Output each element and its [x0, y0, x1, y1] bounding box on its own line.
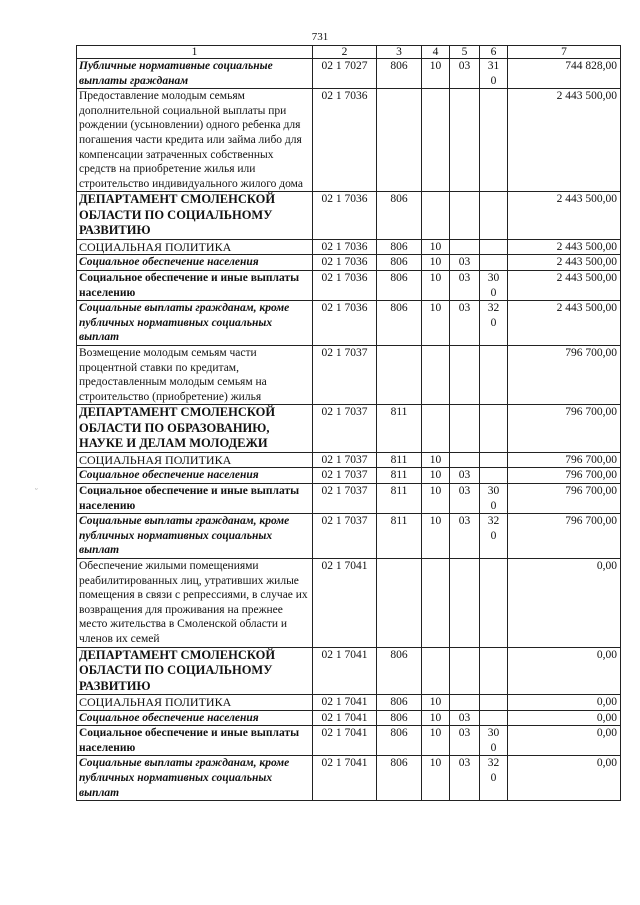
- amount-cell: 2 443 500,00: [508, 271, 621, 301]
- row-name-cell: Обеспечение жилыми помещениями реабилитированных лиц, утративших жилые помещения в связи с репрессиями, в случае их возвращения для проживания на прежнее место жительства в Смоленской области и членов их семей: [77, 559, 313, 648]
- target-code-cell: 02 1 7037: [313, 405, 377, 453]
- expense-type-cell: 30 0: [480, 484, 508, 514]
- grbs-code-cell: 806: [377, 647, 422, 695]
- subsection-code-cell: [450, 559, 480, 648]
- amount-cell: 0,00: [508, 559, 621, 648]
- table-row: [77, 346, 621, 405]
- grbs-code-cell: 806: [377, 695, 422, 711]
- amount-cell: 796 700,00: [508, 405, 621, 453]
- expense-type-cell: [480, 559, 508, 648]
- section-code-cell: 10: [422, 756, 450, 801]
- expense-type-cell: 32 0: [480, 756, 508, 801]
- grbs-code-cell: 806: [377, 301, 422, 346]
- target-code-cell: 02 1 7036: [313, 239, 377, 255]
- row-name-cell: Возмещение молодым семьям части процентной ставки по кредитам, предоставленным молодым семьям на строительство (приобретение) жилья: [77, 346, 313, 405]
- subsection-code-cell: 03: [450, 468, 480, 484]
- amount-cell: 0,00: [508, 726, 621, 756]
- subsection-code-cell: [450, 452, 480, 468]
- row-name-cell: СОЦИАЛЬНАЯ ПОЛИТИКА: [77, 452, 313, 468]
- row-name-cell: Социальные выплаты гражданам, кроме публичных нормативных социальных выплат: [77, 301, 313, 346]
- target-code-cell: 02 1 7041: [313, 695, 377, 711]
- subsection-code-cell: [450, 192, 480, 240]
- expense-type-cell: 30 0: [480, 271, 508, 301]
- grbs-code-cell: 806: [377, 271, 422, 301]
- subsection-code-cell: 03: [450, 59, 480, 89]
- amount-cell: 0,00: [508, 756, 621, 801]
- expense-type-cell: [480, 405, 508, 453]
- subsection-code-cell: 03: [450, 756, 480, 801]
- row-name-cell: Социальное обеспечение и иные выплаты населению: [77, 726, 313, 756]
- target-code-cell: 02 1 7041: [313, 647, 377, 695]
- target-code-cell: 02 1 7041: [313, 559, 377, 648]
- target-code-cell: 02 1 7037: [313, 484, 377, 514]
- subsection-code-cell: 03: [450, 726, 480, 756]
- expense-type-cell: [480, 695, 508, 711]
- table-row: [77, 726, 621, 756]
- page-number: 731: [311, 31, 329, 43]
- expense-type-cell: 30 0: [480, 726, 508, 756]
- grbs-code-cell: 806: [377, 710, 422, 726]
- subsection-code-cell: 03: [450, 255, 480, 271]
- row-name-cell: Социальные выплаты гражданам, кроме публичных нормативных социальных выплат: [77, 756, 313, 801]
- amount-cell: 796 700,00: [508, 468, 621, 484]
- subsection-code-cell: 03: [450, 514, 480, 559]
- table-row: [77, 405, 621, 453]
- section-code-cell: 10: [422, 301, 450, 346]
- section-code-cell: 10: [422, 255, 450, 271]
- table-row: [77, 710, 621, 726]
- row-name-cell: Социальное обеспечение населения: [77, 255, 313, 271]
- target-code-cell: 02 1 7041: [313, 726, 377, 756]
- target-code-cell: 02 1 7036: [313, 255, 377, 271]
- section-code-cell: [422, 647, 450, 695]
- section-code-cell: 10: [422, 59, 450, 89]
- grbs-code-cell: 806: [377, 756, 422, 801]
- amount-cell: 796 700,00: [508, 484, 621, 514]
- section-code-cell: [422, 346, 450, 405]
- table-row: [77, 271, 621, 301]
- table-row: [77, 59, 621, 89]
- row-name-cell: Социальное обеспечение и иные выплаты населению: [77, 484, 313, 514]
- column-header: 5: [450, 46, 480, 59]
- column-header: 4: [422, 46, 450, 59]
- grbs-code-cell: 806: [377, 255, 422, 271]
- expense-type-cell: [480, 710, 508, 726]
- section-code-cell: 10: [422, 695, 450, 711]
- subsection-code-cell: 03: [450, 710, 480, 726]
- target-code-cell: 02 1 7037: [313, 468, 377, 484]
- row-name-cell: СОЦИАЛЬНАЯ ПОЛИТИКА: [77, 239, 313, 255]
- row-name-cell: ДЕПАРТАМЕНТ СМОЛЕНСКОЙ ОБЛАСТИ ПО ОБРАЗОВАНИЮ, НАУКЕ И ДЕЛАМ МОЛОДЕЖИ: [77, 405, 313, 453]
- row-name-cell: Публичные нормативные социальные выплаты гражданам: [77, 59, 313, 89]
- section-code-cell: 10: [422, 452, 450, 468]
- row-name-cell: Социальные выплаты гражданам, кроме публичных нормативных социальных выплат: [77, 514, 313, 559]
- section-code-cell: 10: [422, 239, 450, 255]
- subsection-code-cell: [450, 239, 480, 255]
- target-code-cell: 02 1 7037: [313, 346, 377, 405]
- table-row: [77, 468, 621, 484]
- grbs-code-cell: 806: [377, 239, 422, 255]
- row-name-cell: ДЕПАРТАМЕНТ СМОЛЕНСКОЙ ОБЛАСТИ ПО СОЦИАЛЬНОМУ РАЗВИТИЮ: [77, 647, 313, 695]
- row-name-cell: СОЦИАЛЬНАЯ ПОЛИТИКА: [77, 695, 313, 711]
- expense-type-cell: [480, 647, 508, 695]
- table-row: [77, 695, 621, 711]
- amount-cell: 796 700,00: [508, 452, 621, 468]
- expense-type-cell: 31 0: [480, 59, 508, 89]
- grbs-code-cell: 811: [377, 452, 422, 468]
- expense-type-cell: 32 0: [480, 514, 508, 559]
- grbs-code-cell: 811: [377, 484, 422, 514]
- amount-cell: 2 443 500,00: [508, 192, 621, 240]
- margin-mark: ᵕ: [35, 484, 38, 494]
- table-row: [77, 559, 621, 648]
- row-name-cell: Социальное обеспечение населения: [77, 710, 313, 726]
- grbs-code-cell: [377, 559, 422, 648]
- section-code-cell: 10: [422, 514, 450, 559]
- table-row: [77, 239, 621, 255]
- amount-cell: 796 700,00: [508, 346, 621, 405]
- grbs-code-cell: 811: [377, 514, 422, 559]
- table-row: [77, 514, 621, 559]
- section-code-cell: [422, 559, 450, 648]
- table-row: [77, 484, 621, 514]
- header-row: [77, 46, 621, 59]
- row-name-cell: Социальное обеспечение и иные выплаты населению: [77, 271, 313, 301]
- grbs-code-cell: 806: [377, 59, 422, 89]
- subsection-code-cell: [450, 695, 480, 711]
- section-code-cell: 10: [422, 726, 450, 756]
- subsection-code-cell: [450, 346, 480, 405]
- target-code-cell: 02 1 7037: [313, 514, 377, 559]
- column-header: 6: [480, 46, 508, 59]
- target-code-cell: 02 1 7036: [313, 89, 377, 192]
- expense-type-cell: [480, 468, 508, 484]
- target-code-cell: 02 1 7027: [313, 59, 377, 89]
- amount-cell: 2 443 500,00: [508, 239, 621, 255]
- row-name-cell: Социальное обеспечение населения: [77, 468, 313, 484]
- table-row: [77, 301, 621, 346]
- table-row: [77, 647, 621, 695]
- section-code-cell: 10: [422, 271, 450, 301]
- grbs-code-cell: [377, 346, 422, 405]
- expense-type-cell: [480, 192, 508, 240]
- amount-cell: 2 443 500,00: [508, 89, 621, 192]
- section-code-cell: 10: [422, 710, 450, 726]
- grbs-code-cell: 806: [377, 192, 422, 240]
- expense-type-cell: [480, 89, 508, 192]
- subsection-code-cell: [450, 405, 480, 453]
- subsection-code-cell: 03: [450, 301, 480, 346]
- grbs-code-cell: 811: [377, 405, 422, 453]
- amount-cell: 0,00: [508, 647, 621, 695]
- column-header: 3: [377, 46, 422, 59]
- expense-type-cell: [480, 239, 508, 255]
- section-code-cell: [422, 89, 450, 192]
- amount-cell: 2 443 500,00: [508, 301, 621, 346]
- grbs-code-cell: 811: [377, 468, 422, 484]
- amount-cell: 0,00: [508, 710, 621, 726]
- amount-cell: 2 443 500,00: [508, 255, 621, 271]
- expense-type-cell: [480, 255, 508, 271]
- target-code-cell: 02 1 7037: [313, 452, 377, 468]
- grbs-code-cell: [377, 89, 422, 192]
- amount-cell: 744 828,00: [508, 59, 621, 89]
- expense-type-cell: 32 0: [480, 301, 508, 346]
- table-row: [77, 452, 621, 468]
- row-name-cell: Предоставление молодым семьям дополнительной социальной выплаты при рождении (усыновлении) одного ребенка для погашения части кредита или займа либо для компенсации затраченных собственных средств на приобретение жилья или строительство индивидуального жилого дома: [77, 89, 313, 192]
- expense-type-cell: [480, 452, 508, 468]
- column-header: 2: [313, 46, 377, 59]
- section-code-cell: 10: [422, 484, 450, 514]
- target-code-cell: 02 1 7036: [313, 271, 377, 301]
- table-row: [77, 756, 621, 801]
- budget-table: [76, 45, 621, 801]
- section-code-cell: [422, 405, 450, 453]
- amount-cell: 796 700,00: [508, 514, 621, 559]
- row-name-cell: ДЕПАРТАМЕНТ СМОЛЕНСКОЙ ОБЛАСТИ ПО СОЦИАЛЬНОМУ РАЗВИТИЮ: [77, 192, 313, 240]
- column-header: 1: [77, 46, 313, 59]
- section-code-cell: 10: [422, 468, 450, 484]
- section-code-cell: [422, 192, 450, 240]
- target-code-cell: 02 1 7041: [313, 710, 377, 726]
- target-code-cell: 02 1 7036: [313, 192, 377, 240]
- subsection-code-cell: [450, 89, 480, 192]
- subsection-code-cell: [450, 647, 480, 695]
- table-body: [77, 46, 621, 801]
- table-row: [77, 192, 621, 240]
- target-code-cell: 02 1 7041: [313, 756, 377, 801]
- target-code-cell: 02 1 7036: [313, 301, 377, 346]
- amount-cell: 0,00: [508, 695, 621, 711]
- column-header: 7: [508, 46, 621, 59]
- expense-type-cell: [480, 346, 508, 405]
- table-row: [77, 255, 621, 271]
- subsection-code-cell: 03: [450, 271, 480, 301]
- subsection-code-cell: 03: [450, 484, 480, 514]
- table-row: [77, 89, 621, 192]
- grbs-code-cell: 806: [377, 726, 422, 756]
